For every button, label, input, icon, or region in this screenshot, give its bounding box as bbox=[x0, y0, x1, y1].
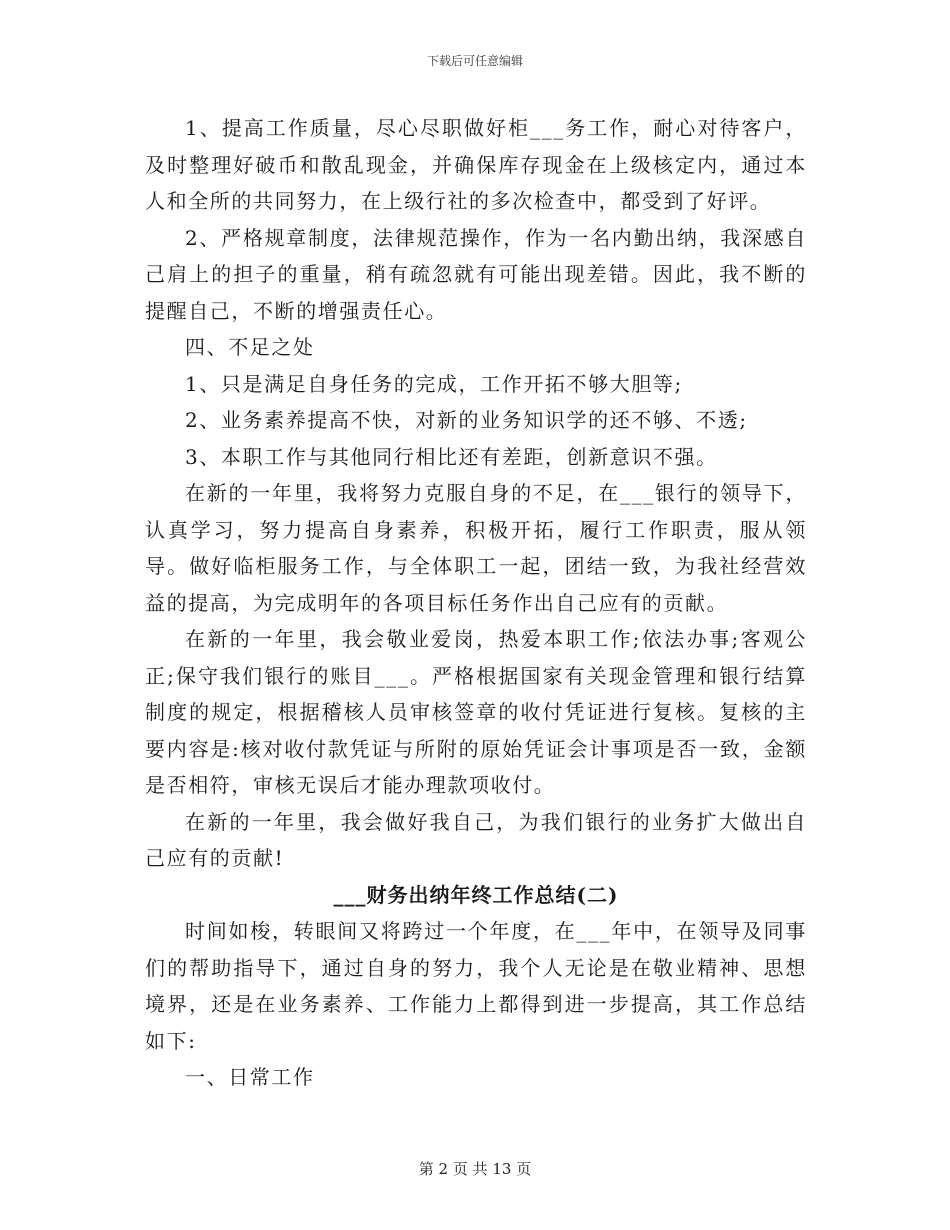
section-heading: 四、不足之处 bbox=[185, 335, 315, 359]
paragraph: 2、业务素养提高不快，对新的业务知识学的还不够、不透; bbox=[185, 408, 748, 432]
paragraph: 1、提高工作质量，尽心尽职做好柜___务工作，耐心对待客户，及时整理好破币和散乱现金，并确保库存现金在上级核定内，通过本人和全所的共同努力，在上级行社的多次检查中，都受到了好评。 bbox=[145, 116, 807, 213]
paragraph: 2、严格规章制度，法律规范操作，作为一名内勤出纳，我深感自己肩上的担子的重量，稍有疏忽就有可能出现差错。因此，我不断的提醒自己，不断的增强责任心。 bbox=[145, 225, 807, 323]
paragraph: 在新的一年里，我会做好我自己，为我们银行的业务扩大做出自己应有的贡献! bbox=[145, 809, 807, 870]
paragraph: 时间如梭，转眼间又将跨过一个年度，在___年中，在领导及同事们的帮助指导下，通过自身的努力，我个人无论是在敬业精神、思想境界，还是在业务素养、工作能力上都得到进一步提高，其工作总结如下: bbox=[145, 919, 807, 1053]
paragraph: 在新的一年里，我会敬业爱岗，热爱本职工作;依法办事;客观公正;保守我们银行的账目___。严格根据国家有关现金管理和银行结算制度的规定，根据稽核人员审核签章的收付凭证进行复核。复核的主要内容是:核对收付款凭证与所附的原始凭证会计事项是否一致，金额是否相符，审核无误后才能办理款项收付。 bbox=[145, 627, 807, 797]
section-heading: 一、日常工作 bbox=[185, 1065, 315, 1089]
paragraph: 在新的一年里，我将努力克服自身的不足，在___银行的领导下，认真学习，努力提高自身素养，积极开拓，履行工作职责，服从领导。做好临柜服务工作，与全体职工一起，团结一致，为我社经营效益的提高，为完成明年的各项目标任务作出自己应有的贡献。 bbox=[145, 481, 807, 615]
document-title: ___财务出纳年终工作总结(二) bbox=[333, 882, 619, 907]
paragraph: 3、本职工作与其他同行相比还有差距，创新意识不强。 bbox=[185, 444, 718, 469]
page-number: 第 2 页 共 13 页 bbox=[418, 1160, 532, 1178]
document-body bbox=[145, 110, 807, 1096]
page-header: 下载后可任意编辑 bbox=[426, 54, 523, 68]
paragraph: 1、只是满足自身任务的完成，工作开拓不够大胆等; bbox=[185, 371, 683, 396]
